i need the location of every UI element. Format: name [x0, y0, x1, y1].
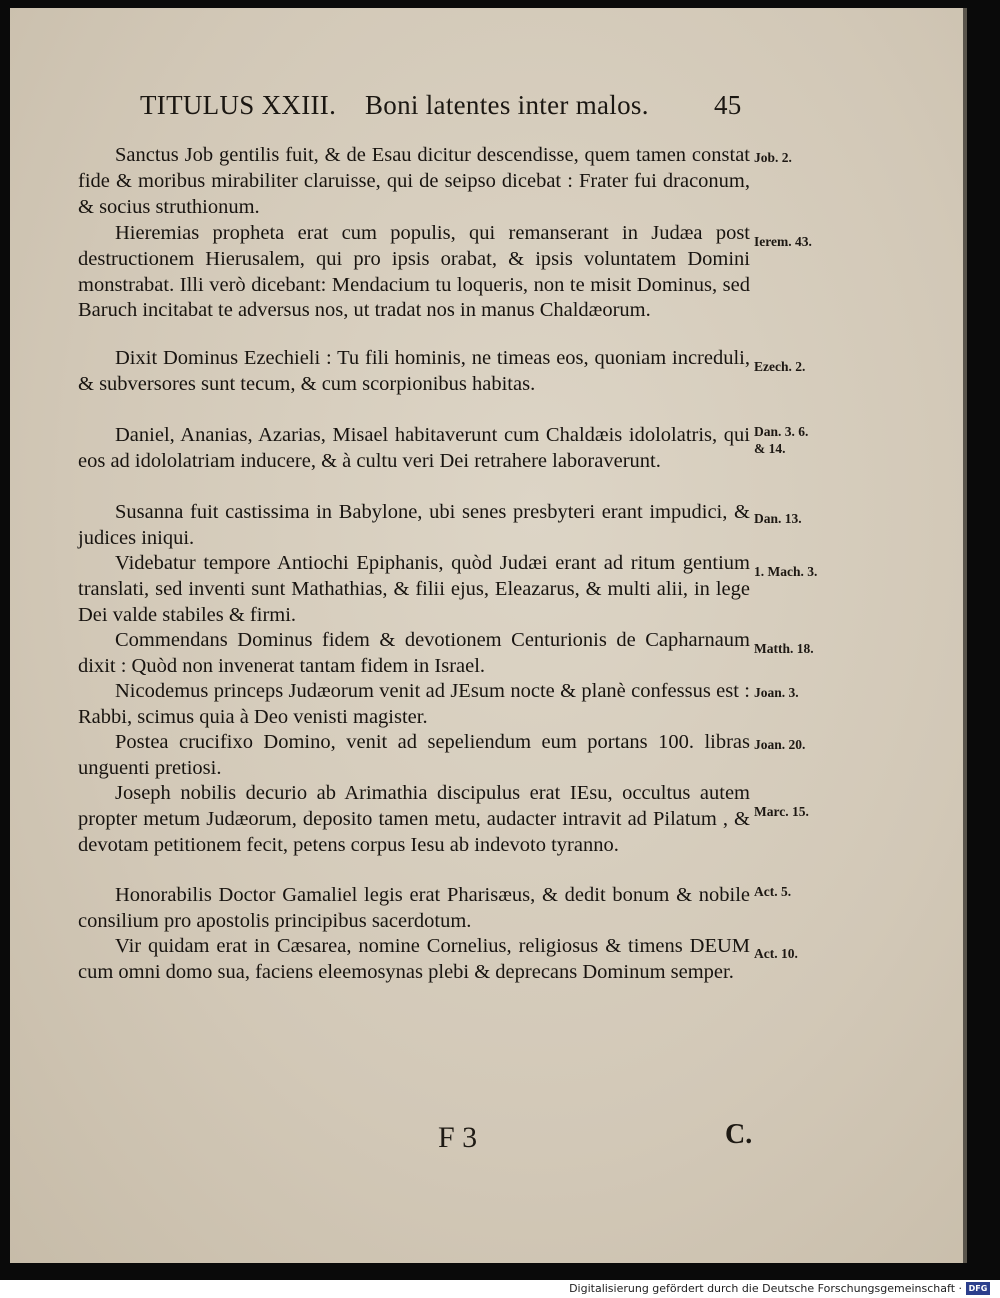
margin-note: Act. 10.: [754, 946, 798, 961]
chapter-title: TITULUS XXIII.: [140, 90, 337, 120]
paragraph-postea: Postea crucifixo Domino, venit ad sepeliendum eum portans 100. libras unguenti pretiosi.: [78, 731, 750, 779]
chapter-subtitle: Boni latentes inter malos.: [365, 90, 649, 120]
paragraph-antiochus: Videbatur tempore Antiochi Epiphanis, quòd Judæi erant ad ritum gentium translati, sed inventi sunt Mathathias, & filii ejus, Eleazarus, & multi alii, in lege Dei valde stabiles & firmi.: [78, 552, 750, 626]
footer-credit: Digitalisierung gefördert durch die Deutsche Forschungsgemeinschaft ·: [569, 1282, 962, 1295]
paragraph-nicodemus: Nicodemus princeps Judæorum venit ad JEsum nocte & planè confessus est : Rabbi, scimus quia à Deo venisti magister.: [78, 680, 750, 728]
margin-note: Job. 2.: [754, 150, 792, 165]
paragraph-gamaliel: Honorabilis Doctor Gamaliel legis erat Pharisæus, & dedit bonum & nobile consilium pro apostolis principibus sacerdotum.: [78, 884, 750, 932]
margin-note: Act. 5.: [754, 884, 792, 899]
margin-note: Joan. 3.: [754, 685, 799, 700]
paragraph-centurion: Commendans Dominus fidem & devotionem Centurionis de Capharnaum dixit : Quòd non invenerat tantam fidem in Israel.: [78, 629, 750, 677]
margin-note: 1. Mach. 3.: [754, 564, 818, 579]
catchword: C.: [725, 1119, 753, 1150]
margin-note: Matth. 18.: [754, 641, 814, 656]
running-head: [140, 90, 760, 124]
paragraph-ezechiel: Dixit Dominus Ezechieli : Tu fili hominis, ne timeas eos, quoniam increduli, & subversores sunt tecum, & cum scorpionibus habitas.: [78, 347, 750, 395]
margin-note: Dan. 3. 6.: [754, 424, 809, 439]
margin-note: Ezech. 2.: [754, 359, 806, 374]
footer-bar: [0, 1280, 1000, 1298]
dfg-logo: DFG: [966, 1282, 990, 1295]
margin-note: & 14.: [754, 441, 786, 456]
margin-note: Dan. 13.: [754, 511, 802, 526]
page-edge-shadow: [963, 8, 967, 1263]
margin-note: Marc. 15.: [754, 804, 809, 819]
paragraph-cornelius: Vir quidam erat in Cæsarea, nomine Cornelius, religiosus & timens DEUM cum omni domo sua, faciens eleemosynas plebi & deprecans Dominum semper.: [78, 935, 750, 983]
paragraph-daniel: Daniel, Ananias, Azarias, Misael habitaverunt cum Chaldæis idololatris, qui eos ad idololatriam inducere, & à cultu veri Dei retrahere laboraverunt.: [78, 424, 750, 472]
paragraph-job: Sanctus Job gentilis fuit, & de Esau dicitur descendisse, quem tamen constat fide & moribus mirabiliter claruisse, qui de seipso dicebat : Frater fui draconum, & socius struthionum.: [78, 144, 750, 218]
paragraph-susanna: Susanna fuit castissima in Babylone, ubi senes presbyteri erant impudici, & judices iniqui.: [78, 501, 750, 549]
page-number: 45: [714, 90, 742, 120]
margin-note: Ierem. 43.: [754, 234, 812, 249]
paragraph-joseph: Joseph nobilis decurio ab Arimathia discipulus erat IEsu, occultus autem propter metum Judæorum, deposito tamen metu, audacter intravit ad Pilatum , & devotam petitionem fecit, petens corpus Iesu ab indevoto tyranno.: [78, 782, 750, 856]
margin-note: Joan. 20.: [754, 737, 806, 752]
signature-mark: F 3: [438, 1121, 478, 1154]
paragraph-hieremias: Hieremias propheta erat cum populis, qui remanserant in Judæa post destructionem Hierusalem, qui pro ipsis orabat, & ipsis voluntatem Domini monstrabat. Illi verò dicebant: Mendacium tu loqueris, non te misit Dominus, sed Baruch incitabat te adversus nos, ut tradat nos in manus Chaldæorum.: [78, 222, 750, 322]
